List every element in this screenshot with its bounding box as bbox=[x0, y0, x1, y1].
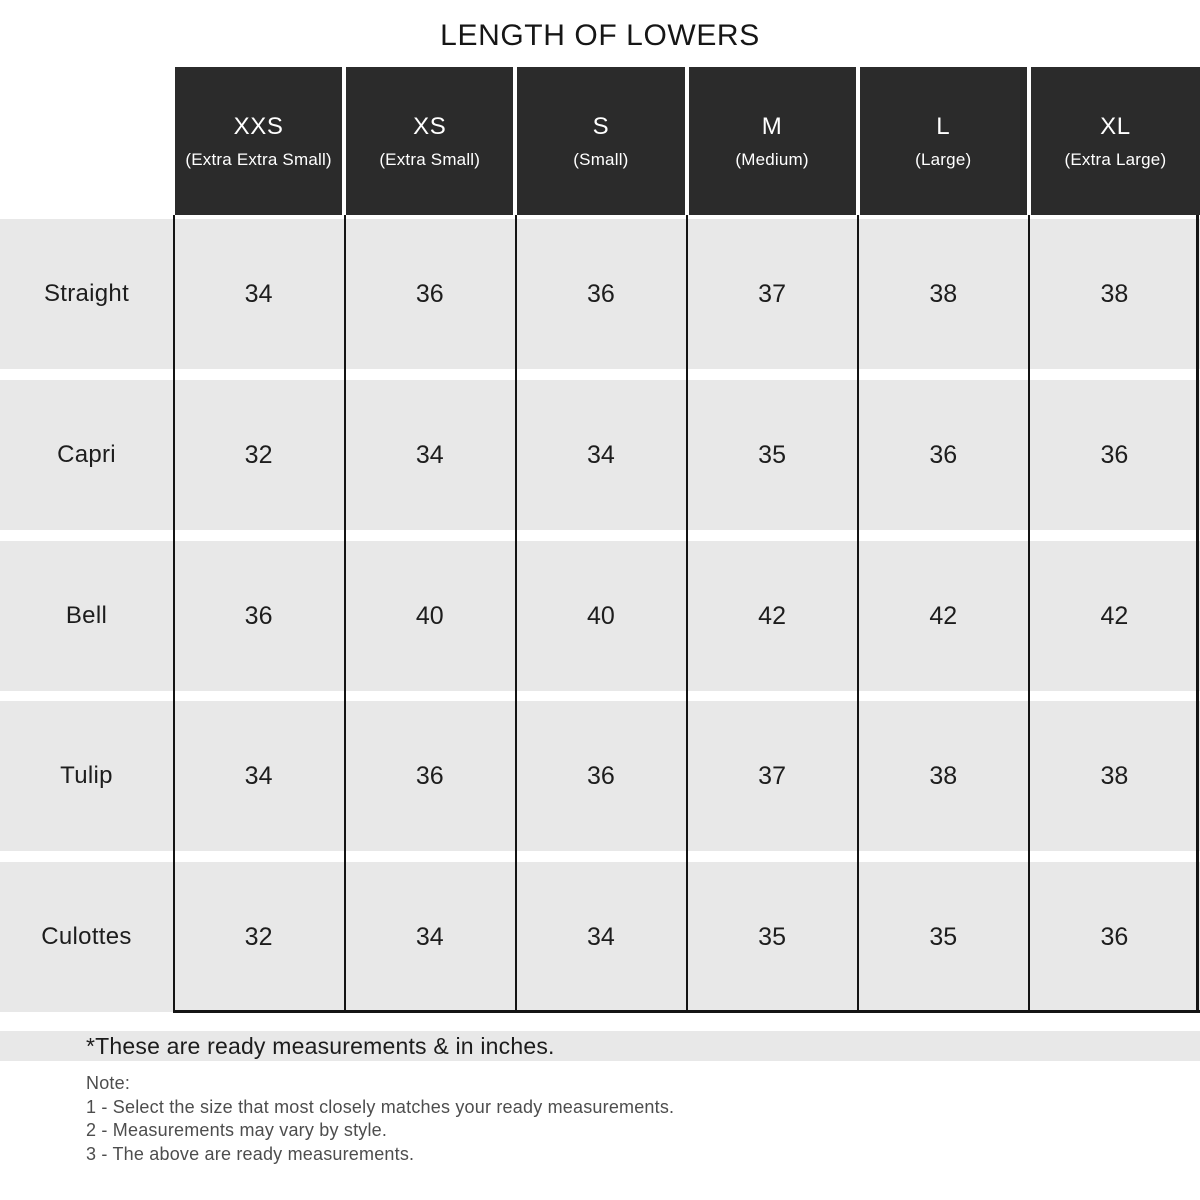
size-value-cell: 42 bbox=[1100, 601, 1129, 630]
column-header-xl bbox=[1031, 67, 1200, 215]
page-title: LENGTH OF LOWERS bbox=[440, 19, 760, 52]
note-item: 2 - Measurements may vary by style. bbox=[86, 1120, 388, 1140]
size-value-cell: 35 bbox=[929, 922, 958, 951]
footnote-text: *These are ready measurements & in inches. bbox=[86, 1033, 555, 1059]
size-name-label: (Extra Large) bbox=[1064, 149, 1167, 169]
size-value-cell: 34 bbox=[587, 922, 615, 951]
size-value-cell: 38 bbox=[1100, 761, 1129, 790]
table-grid-vline bbox=[173, 215, 175, 1013]
size-value-cell: 37 bbox=[758, 761, 786, 790]
size-value-cell: 36 bbox=[587, 279, 615, 308]
table-grid-vline bbox=[686, 215, 688, 1013]
size-name-label: (Extra Small) bbox=[379, 149, 481, 169]
size-value-cell: 42 bbox=[929, 601, 958, 630]
table-row-tulip bbox=[0, 701, 1200, 851]
size-name-label: (Large) bbox=[915, 149, 972, 169]
column-header-xxs bbox=[175, 67, 342, 215]
table-row-capri bbox=[0, 380, 1200, 530]
table-grid-vline bbox=[857, 215, 859, 1013]
column-header-xs bbox=[346, 67, 513, 215]
footnote-band bbox=[0, 1031, 1200, 1061]
table-row-straight bbox=[0, 219, 1200, 369]
size-value-cell: 34 bbox=[244, 761, 273, 790]
size-value-cell: 36 bbox=[1100, 922, 1129, 951]
table-header-row bbox=[0, 67, 1200, 215]
size-value-cell: 35 bbox=[758, 922, 786, 951]
size-value-cell: 36 bbox=[1100, 440, 1129, 469]
size-value-cell: 32 bbox=[244, 440, 273, 469]
size-code-label: S bbox=[592, 112, 610, 140]
column-header-s bbox=[517, 67, 684, 215]
size-name-label: (Medium) bbox=[735, 149, 809, 169]
size-value-cell: 34 bbox=[587, 440, 615, 469]
size-value-cell: 32 bbox=[244, 922, 273, 951]
size-value-cell: 42 bbox=[758, 601, 786, 630]
size-code-label: XL bbox=[1100, 112, 1131, 140]
column-header-m bbox=[689, 67, 856, 215]
row-label-straight: Straight bbox=[43, 280, 130, 307]
size-value-cell: 34 bbox=[244, 279, 273, 308]
row-label-tulip: Tulip bbox=[60, 762, 113, 789]
size-value-cell: 36 bbox=[929, 440, 958, 469]
notes-block bbox=[86, 1072, 674, 1166]
table-row-bell bbox=[0, 541, 1200, 691]
size-value-cell: 35 bbox=[758, 440, 786, 469]
header-corner-cell bbox=[0, 67, 173, 215]
note-heading: Note: bbox=[86, 1073, 131, 1093]
table-row-culottes bbox=[0, 862, 1200, 1012]
size-value-cell: 36 bbox=[244, 601, 273, 630]
size-code-label: M bbox=[761, 112, 783, 140]
size-value-cell: 40 bbox=[587, 601, 615, 630]
size-value-cell: 40 bbox=[415, 601, 444, 630]
size-name-label: (Small) bbox=[573, 149, 629, 169]
table-grid-vline bbox=[344, 215, 346, 1013]
size-name-label: (Extra Extra Small) bbox=[185, 149, 332, 169]
table-grid-vline bbox=[515, 215, 517, 1013]
size-code-label: L bbox=[936, 112, 951, 140]
size-value-cell: 38 bbox=[929, 761, 958, 790]
size-value-cell: 34 bbox=[415, 922, 444, 951]
row-label-bell: Bell bbox=[65, 602, 108, 629]
size-code-label: XXS bbox=[233, 112, 284, 140]
size-value-cell: 34 bbox=[415, 440, 444, 469]
row-label-culottes: Culottes bbox=[41, 923, 132, 950]
size-value-cell: 38 bbox=[1100, 279, 1129, 308]
size-code-label: XS bbox=[413, 112, 447, 140]
note-item: 3 - The above are ready measurements. bbox=[86, 1143, 415, 1164]
table-grid-vline bbox=[1196, 215, 1199, 1013]
size-value-cell: 36 bbox=[415, 761, 444, 790]
table-grid-vline bbox=[1028, 215, 1030, 1013]
size-value-cell: 38 bbox=[929, 279, 958, 308]
size-value-cell: 37 bbox=[758, 279, 786, 308]
row-label-capri: Capri bbox=[57, 441, 116, 468]
column-header-l bbox=[860, 67, 1027, 215]
note-item: 1 - Select the size that most closely matches your ready measurements. bbox=[86, 1096, 675, 1117]
size-value-cell: 36 bbox=[587, 761, 615, 790]
table-bottom-border bbox=[173, 1010, 1200, 1013]
size-value-cell: 36 bbox=[415, 279, 444, 308]
